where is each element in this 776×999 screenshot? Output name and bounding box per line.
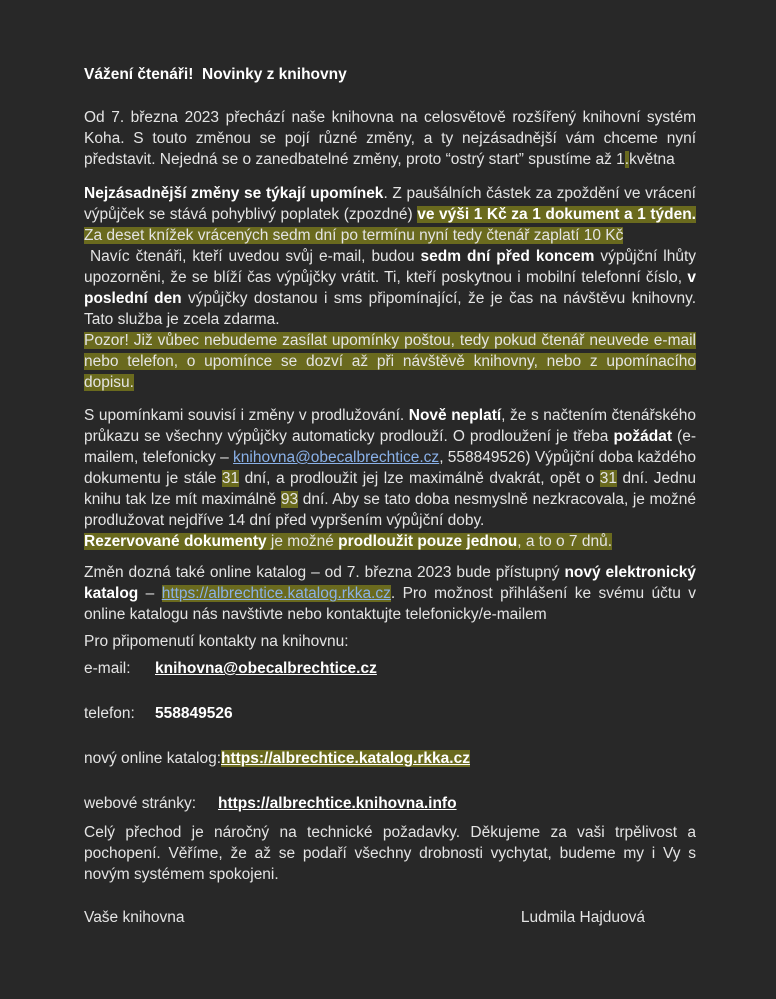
paragraph-reminders — [84, 183, 696, 246]
catalog-link-inline[interactable]: https://albrechtice.katalog.rkka.cz — [161, 585, 391, 602]
text-run: (e-mailem, telefonicky – — [84, 428, 696, 466]
text-run: Za deset knížek vrácených sedm dní po termínu nyní tedy čtenář zaplatí 10 Kč — [84, 227, 624, 244]
text-run: Změn dozná také online katalog – od 7. března 2023 bude přístupný — [84, 564, 565, 581]
text-run: sedm dní před koncem — [420, 248, 595, 265]
text-run: v poslední den — [84, 269, 696, 307]
paragraph-pozor-highlight — [84, 330, 696, 393]
text-run: Od 7. března 2023 přechází naše knihovna na celosvětově rozšířený knihovní systém Koha. S touto změnou se pojí různé změny, a ty nejzásadnější vám chceme nyní představit. Nejedná se o zanedbatelné změny, proto “ostrý start” spustíme až 1 — [84, 109, 696, 168]
text-run: ve výši 1 Kč za 1 dokument a 1 týden. — [417, 206, 696, 223]
paragraph-intro — [84, 107, 696, 170]
signature-person: Ludmila Hajduová — [520, 909, 645, 926]
text-run: . Z paušálních částek za zpoždění ve vrácení výpůjček se stává pohyblivý poplatek (zpozdné) — [84, 185, 696, 223]
text-run: , že s načtením čtenářského průkazu se všechny výpůjčky automaticky prodlouží. O prodloužení je třeba — [84, 407, 696, 445]
contact-website-link[interactable]: https://albrechtice.knihovna.info — [218, 795, 457, 812]
text-run: dní. Jednu knihu tak lze mít maximálně — [84, 470, 696, 508]
newsletter-heading: Vážení čtenáři! Novinky z knihovny — [84, 66, 347, 83]
contact-website-row — [84, 793, 696, 814]
text-run: 93 — [280, 491, 299, 508]
paragraph-renewals — [84, 405, 696, 531]
text-run: S upomínkami souvisí i změny v prodlužování. — [84, 407, 409, 424]
text-run: výpůjčky dostanou i sms připomínající, že je čas na návštěvu knihovny. Tato služba je zcela zdarma. — [84, 290, 696, 328]
text-run: 31 — [221, 470, 240, 487]
text-run: – — [138, 585, 162, 602]
text-run: , a to o 7 dnů. — [517, 533, 613, 550]
contacts-intro: Pro připomenutí kontakty na knihovnu: — [84, 633, 349, 650]
contact-phone-label: telefon: — [84, 705, 135, 722]
contact-catalog-label: nový online katalog: — [84, 750, 222, 767]
text-run: nový elektronický katalog — [84, 564, 696, 602]
text-run: Nově neplatí — [408, 407, 502, 424]
contact-phone-row — [84, 703, 696, 724]
text-run: Pozor! Již vůbec nebudeme zasílat upomínky poštou, tedy pokud čtenář neuvede e-mail nebo telefon, o upomínce se dozví až při návštěvě knihovny, nebo z upomínacího dopisu. — [84, 332, 696, 391]
text-run: výpůjční lhůty upozorněni, že se blíží čas výpůjčky vrátit. Ti, kteří poskytnou i mobilní telefonní číslo, — [84, 248, 697, 286]
email-link-inline[interactable]: knihovna@obecalbrechtice.cz — [233, 449, 440, 466]
closing-paragraph: Celý přechod je náročný na technické požadavky. Děkujeme za vaši trpělivost a pochopení. Věříme, že až se podaří všechny drobnosti vychytat, budeme my i Vy s novým systémem spokojeni. — [84, 824, 696, 883]
contact-catalog-link[interactable]: https://albrechtice.katalog.rkka.cz — [221, 750, 470, 767]
text-run: je možné — [266, 533, 339, 550]
contact-email-row — [84, 658, 696, 679]
content-column — [84, 64, 696, 928]
contact-phone-value: 558849526 — [155, 705, 233, 722]
paragraph-reservations — [84, 531, 696, 552]
text-run: požádat — [613, 428, 673, 445]
text-run: 31 — [599, 470, 617, 487]
contact-email-label: e-mail: — [84, 660, 131, 677]
text-run: . — [624, 151, 630, 168]
text-run: května — [629, 151, 675, 168]
paragraph-catalog — [84, 562, 696, 625]
contact-catalog-row — [84, 748, 696, 769]
signature-row — [84, 907, 696, 928]
contact-website-label: webové stránky: — [84, 795, 196, 812]
signature-library: Vaše knihovna — [84, 909, 185, 926]
text-run: , 558849526) Výpůjční doba každého dokumentu je stále — [84, 449, 696, 487]
text-run: dní. Aby se tato doba nesmyslně nezkracovala, je možné prodlužovat nejdříve 14 dní před vypršením výpůjční doby. — [84, 491, 696, 529]
text-run: Navíc čtenáři, kteří uvedou svůj e-mail, budou — [84, 248, 421, 265]
text-run: . Pro možnost přihlášení ke svému účtu v online katalogu nás navštivte nebo kontaktujte telefonicky/e-mailem — [84, 585, 696, 623]
text-run: Nejzásadnější změny se týkají upomínek — [84, 185, 384, 202]
text-run: Rezervované dokumenty — [84, 533, 267, 550]
text-run: dní, a prodloužit jej lze maximálně dvakrát, opět o — [239, 470, 600, 487]
contact-email-link[interactable]: knihovna@obecalbrechtice.cz — [155, 660, 377, 677]
text-run: prodloužit pouze jednou — [338, 533, 518, 550]
paragraph-email-notice — [84, 246, 696, 330]
